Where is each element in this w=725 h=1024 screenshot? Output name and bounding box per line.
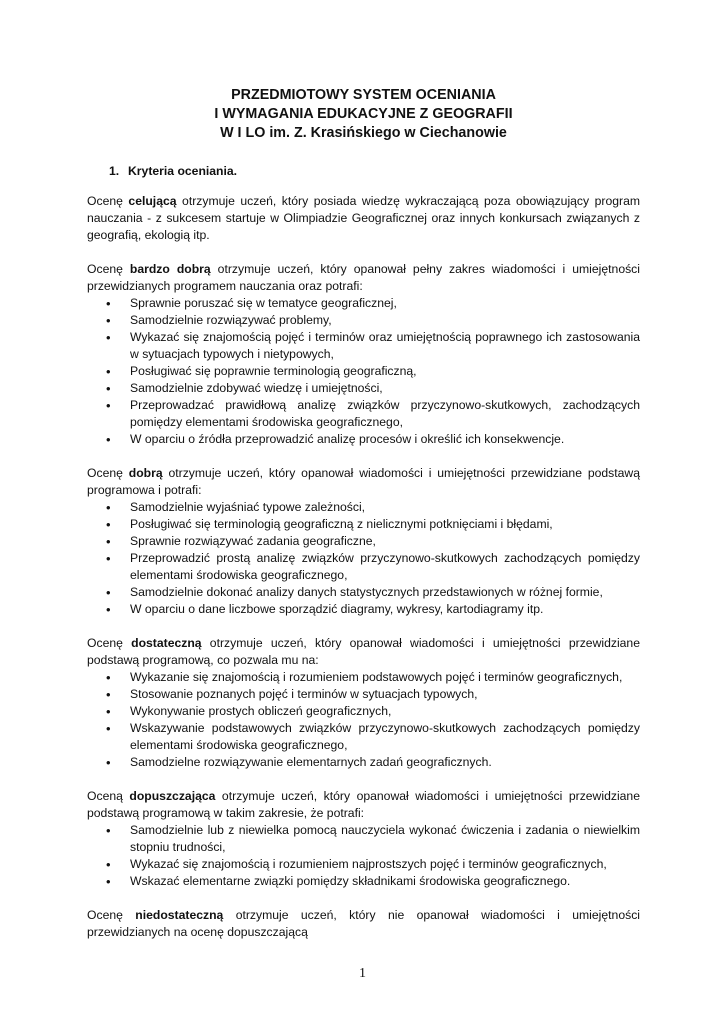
list-item: • Wskazać elementarne związki pomiędzy składnikami środowiska geograficznego. <box>87 873 640 890</box>
list-item: • Samodzielnie lub z niewielka pomocą nauczyciela wykonać ćwiczenia i zadania o niewielkim stopniu trudności, <box>87 822 640 856</box>
bullet-list-dopuszczajaca <box>87 822 640 890</box>
bullet-list-dobra <box>87 499 640 618</box>
list-item: • Stosowanie poznanych pojęć i terminów w sytuacjach typowych, <box>87 686 640 703</box>
list-item: • Samodzielnie zdobywać wiedzę i umiejętności, <box>87 380 640 397</box>
section-dopuszczajaca <box>87 788 640 890</box>
paragraph-celujaca: Ocenę celującą otrzymuje uczeń, który posiada wiedzę wykraczającą poza obowiązujący program nauczania - z sukcesem startuje w Olimpiadzie Geograficznej oraz innych konkursach związanych z geografią, ekologią itp. <box>87 194 641 242</box>
grade-niedostateczna: niedostateczną <box>135 908 224 922</box>
list-item: • Wskazywanie podstawowych związków przyczynowo-skutkowych zachodzących pomiędzy elementami środowiska geograficznego, <box>87 720 640 754</box>
paragraph-bardzo-dobra: Ocenę bardzo dobrą otrzymuje uczeń, który opanował pełny zakres wiadomości i umiejętności przewidzianych programem nauczania oraz potrafi: <box>87 262 640 293</box>
bullet-list-bardzo-dobra <box>87 295 640 448</box>
list-item: • Przeprowadzić prostą analizę związków przyczynowo-skutkowych zachodzących pomiędzy elementami środowiska geograficznego, <box>87 550 640 584</box>
paragraph-dostateczna: Ocenę dostateczną otrzymuje uczeń, który opanował wiadomości i umiejętności przewidziane podstawą programową, co pozwala mu na: <box>87 636 640 667</box>
list-item: • Sprawnie rozwiązywać zadania geograficzne, <box>87 533 640 550</box>
paragraph-dobra: Ocenę dobrą otrzymuje uczeń, który opanował wiadomości i umiejętności przewidziane podstawą programowa i potrafi: <box>87 466 641 497</box>
list-item: • Przeprowadzać prawidłową analizę związków przyczynowo-skutkowych, zachodzących pomiędzy elementami środowiska geograficznego, <box>87 397 640 431</box>
document-title <box>87 86 640 143</box>
section-dostateczna <box>87 635 640 771</box>
section-niedostateczna <box>87 907 640 941</box>
section-bardzo-dobra <box>87 261 640 448</box>
list-item: • Wykazanie się znajomością i rozumieniem podstawowych pojęć i terminów geograficznych, <box>87 669 640 686</box>
paragraph-niedostateczna: Ocenę niedostateczną otrzymuje uczeń, który nie opanował wiadomości i umiejętności przewidzianych na ocenę dopuszczającą <box>87 908 640 939</box>
section-number: 1. <box>109 164 120 178</box>
page-number: 1 <box>359 966 366 981</box>
paragraph-dopuszczajaca: Oceną dopuszczająca otrzymuje uczeń, który opanował wiadomości i umiejętności przewidziane podstawą programową w takim zakresie, że potrafi: <box>87 789 640 820</box>
grade-dopuszczajaca: dopuszczająca <box>129 789 216 803</box>
title-line-1: PRZEDMIOTOWY SYSTEM OCENIANIA <box>231 87 496 103</box>
grade-bardzo-dobra: bardzo dobrą <box>129 262 211 276</box>
list-item: • W oparciu o dane liczbowe sporządzić diagramy, wykresy, kartodiagramy itp. <box>87 601 640 618</box>
section-heading-text: Kryteria oceniania. <box>128 164 238 178</box>
list-item: • Samodzielnie rozwiązywać problemy, <box>87 312 640 329</box>
list-item: • Wykonywanie prostych obliczeń geograficznych, <box>87 703 640 720</box>
list-item: • Samodzielnie wyjaśniać typowe zależności, <box>87 499 640 516</box>
grade-dobra: dobrą <box>128 466 163 480</box>
title-line-3: W I LO im. Z. Krasińskiego w Ciechanowie <box>220 125 507 141</box>
list-item: • Samodzielnie dokonać analizy danych statystycznych przedstawionych w różnej formie, <box>87 584 640 601</box>
grade-celujaca: celującą <box>128 194 177 208</box>
document-page <box>87 86 640 941</box>
section-heading <box>87 163 640 180</box>
list-item: • Posługiwać się terminologią geograficzną z nielicznymi potknięciami i błędami, <box>87 516 640 533</box>
list-item: • Sprawnie poruszać się w tematyce geograficznej, <box>87 295 640 312</box>
title-line-2: I WYMAGANIA EDUKACYJNE Z GEOGRAFII <box>214 106 513 122</box>
list-item: • Posługiwać się poprawnie terminologią geograficzną, <box>87 363 640 380</box>
section-dobra <box>87 465 640 618</box>
bullet-list-dostateczna <box>87 669 640 771</box>
grade-dostateczna: dostateczną <box>131 636 202 650</box>
list-item: • Wykazać się znajomością pojęć i terminów oraz umiejętnością poprawnego ich zastosowania w sytuacjach typowych i nietypowych, <box>87 329 640 363</box>
list-item: • Samodzielne rozwiązywanie elementarnych zadań geograficznych. <box>87 754 640 771</box>
list-item: • W oparciu o źródła przeprowadzić analizę procesów i określić ich konsekwencje. <box>87 431 640 448</box>
list-item: • Wykazać się znajomością i rozumieniem najprostszych pojęć i terminów geograficznych, <box>87 856 640 873</box>
